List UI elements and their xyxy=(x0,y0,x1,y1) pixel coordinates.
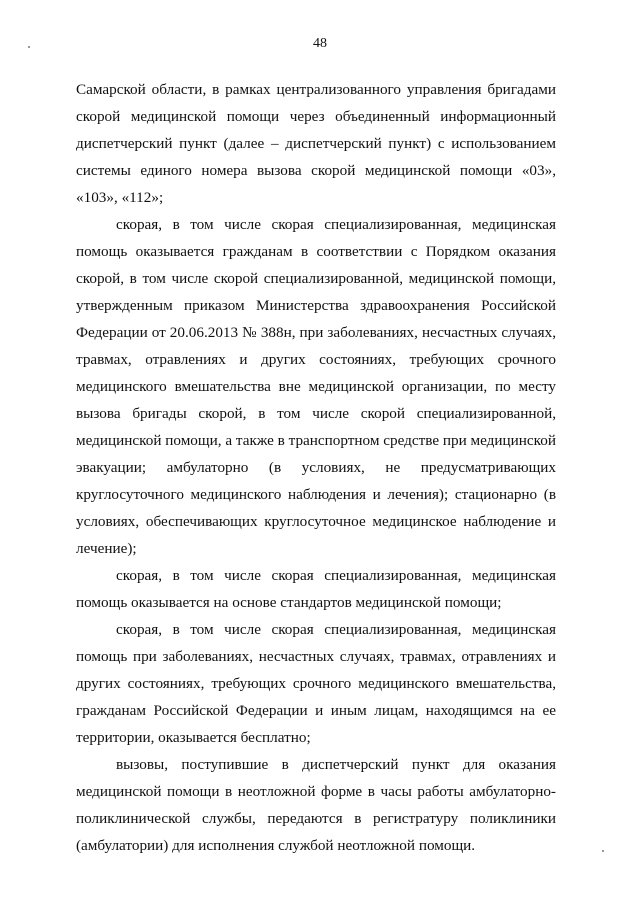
document-body xyxy=(76,76,556,859)
paragraph-5: вызовы, поступившие в диспетчерский пункт для оказания медицинской помощи в неотложной форме в часы работы амбулаторно-поликлинической службы, передаются в регистратуру поликлиники (амбулатории) для исполнения службой неотложной помощи. xyxy=(76,756,556,854)
paragraph-4: скорая, в том числе скорая специализированная, медицинская помощь при заболеваниях, несчастных случаях, травмах, отравлениях и других состояниях, требующих срочного медицинского вмешательства, гражданам Российской Федерации и иным лицам, находящимся на ее территории, оказывается бесплатно; xyxy=(76,621,556,746)
paragraph-2: скорая, в том числе скорая специализированная, медицинская помощь оказывается гражданам в соответствии с Порядком оказания скорой, в том числе скорой специализированной, медицинской помощи, утвержденным приказом Министерства здравоохранения Российской Федерации от 20.06.2013 № 388н, при заболеваниях, несчастных случаях, травмах, отравлениях и других состояниях, требующих срочного медицинского вмешательства вне медицинской организации, по месту вызова бригады скорой, в том числе скорой специализированной, медицинской помощи, а также в транспортном средстве при медицинской эвакуации; амбулаторно (в условиях, не предусматривающих круглосуточного медицинского наблюдения и лечения); стационарно (в условиях, обеспечивающих круглосуточное медицинское наблюдение и лечение); xyxy=(76,216,556,557)
scan-speck xyxy=(602,850,604,852)
scan-speck xyxy=(28,46,30,48)
page-number: 48 xyxy=(313,36,327,51)
paragraph-1: Самарской области, в рамках централизованного управления бригадами скорой медицинской помощи через объединенный информационный диспетчерский пункт (далее – диспетчерский пункт) с использованием системы единого номера вызова скорой медицинской помощи «03», «103», «112»; xyxy=(76,81,556,206)
paragraph-3: скорая, в том числе скорая специализированная, медицинская помощь оказывается на основе стандартов медицинской помощи; xyxy=(76,567,556,611)
